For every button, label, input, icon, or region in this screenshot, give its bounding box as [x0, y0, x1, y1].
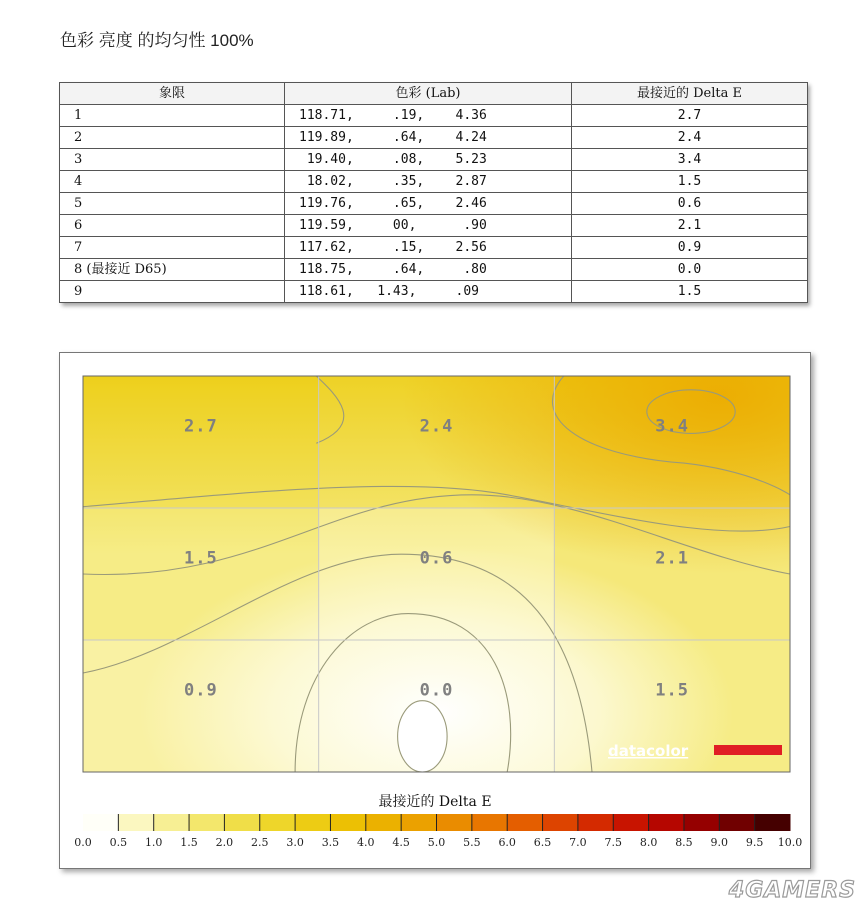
colorbar-swatch [154, 814, 190, 831]
table-header-row [60, 83, 808, 105]
cell-lab: 117.62, .15, 2.56 [285, 237, 572, 259]
cell-lab: 119.59, 00, .90 [285, 215, 572, 237]
colorbar-title: 最接近的 Delta E [378, 794, 492, 810]
page-title: 色彩 亮度 的均匀性 100% [60, 31, 254, 50]
cell-value-label: 0.9 [183, 680, 218, 701]
cell-quadrant: 6 [60, 215, 285, 237]
colorbar-tick-label: 0.0 [74, 836, 92, 849]
colorbar-tick-label: 4.5 [392, 836, 410, 849]
cell-lab: 118.75, .64, .80 [285, 259, 572, 281]
colorbar-tick-label: 9.0 [710, 836, 729, 849]
colorbar-swatch [118, 814, 154, 831]
datacolor-logo-bar [714, 745, 782, 755]
colorbar-swatch [330, 814, 366, 831]
colorbar-swatch [401, 814, 437, 831]
watermark-logo: 4GAMERS [728, 878, 856, 903]
cell-quadrant: 8 (最接近 D65) [60, 259, 285, 281]
cell-quadrant: 9 [60, 281, 285, 303]
cell-delta-e: 0.6 [572, 193, 808, 215]
cell-value-label: 0.0 [419, 680, 454, 701]
colorbar-swatch [260, 814, 296, 831]
cell-delta-e: 0.0 [572, 259, 808, 281]
colorbar-tick-label: 6.5 [533, 836, 552, 849]
cell-value-label: 1.5 [655, 680, 690, 701]
table-row [60, 105, 808, 127]
colorbar-tick-label: 8.0 [639, 836, 658, 849]
colorbar-swatch [472, 814, 508, 831]
cell-value-label: 0.6 [419, 548, 454, 569]
colorbar-tick-label: 2.0 [215, 836, 234, 849]
cell-lab: 118.61, 1.43, .09 [285, 281, 572, 303]
uniformity-chart-frame [59, 352, 811, 869]
colorbar-swatch [366, 814, 402, 831]
table-row [60, 149, 808, 171]
colorbar-tick-label: 10.0 [777, 836, 803, 849]
table-row [60, 127, 808, 149]
table-row [60, 281, 808, 303]
uniformity-heatmap-chart [60, 353, 810, 868]
cell-delta-e: 2.7 [572, 105, 808, 127]
colorbar-swatch [83, 814, 119, 831]
header-quadrant: 象限 [60, 83, 285, 105]
colorbar-swatch [719, 814, 755, 831]
colorbar-tick-label: 7.0 [569, 836, 587, 849]
colorbar-swatch [613, 814, 649, 831]
table-row [60, 193, 808, 215]
cell-quadrant: 5 [60, 193, 285, 215]
cell-lab: 19.40, .08, 5.23 [285, 149, 572, 171]
cell-delta-e: 3.4 [572, 149, 808, 171]
colorbar-swatch [295, 814, 331, 831]
cell-quadrant: 4 [60, 171, 285, 193]
table-row [60, 237, 808, 259]
colorbar-swatch [649, 814, 685, 831]
colorbar-swatch [578, 814, 614, 831]
colorbar-tick-label: 4.0 [357, 836, 375, 849]
cell-quadrant: 7 [60, 237, 285, 259]
delta-e-table-container [59, 82, 807, 303]
datacolor-logo: datacolor [608, 742, 689, 760]
colorbar-tick-label: 3.0 [286, 836, 304, 849]
table-row [60, 215, 808, 237]
cell-delta-e: 2.1 [572, 215, 808, 237]
colorbar-swatch [684, 814, 720, 831]
cell-value-label: 2.7 [183, 416, 218, 437]
table-row [60, 259, 808, 281]
cell-quadrant: 1 [60, 105, 285, 127]
cell-quadrant: 2 [60, 127, 285, 149]
colorbar-tick-label: 8.5 [675, 836, 693, 849]
cell-delta-e: 2.4 [572, 127, 808, 149]
cell-lab: 118.71, .19, 4.36 [285, 105, 572, 127]
delta-e-table [59, 82, 808, 303]
heatmap-plot-area [83, 376, 790, 772]
cell-value-label: 3.4 [655, 416, 690, 437]
header-delta-e: 最接近的 Delta E [572, 83, 808, 105]
colorbar-tick-label: 7.5 [604, 836, 622, 849]
colorbar-swatch [507, 814, 543, 831]
cell-quadrant: 3 [60, 149, 285, 171]
colorbar-swatch [437, 814, 473, 831]
colorbar-swatch [543, 814, 579, 831]
table-row [60, 171, 808, 193]
colorbar-swatch [224, 814, 260, 831]
cell-lab: 18.02, .35, 2.87 [285, 171, 572, 193]
cell-delta-e: 0.9 [572, 237, 808, 259]
cell-delta-e: 1.5 [572, 171, 808, 193]
colorbar-tick-label: 0.5 [109, 836, 128, 849]
contour-line [398, 701, 447, 772]
cell-value-label: 2.1 [655, 548, 690, 569]
cell-lab: 119.89, .64, 4.24 [285, 127, 572, 149]
colorbar-tick-label: 2.5 [251, 836, 269, 849]
colorbar-tick-label: 1.5 [180, 836, 198, 849]
cell-lab: 119.76, .65, 2.46 [285, 193, 572, 215]
cell-value-label: 1.5 [183, 548, 218, 569]
colorbar-tick-label: 1.0 [144, 836, 163, 849]
colorbar-swatch [755, 814, 791, 831]
cell-value-label: 2.4 [419, 416, 454, 437]
colorbar-tick-label: 9.5 [745, 836, 764, 849]
colorbar-tick-label: 5.5 [463, 836, 481, 849]
cell-delta-e: 1.5 [572, 281, 808, 303]
colorbar-tick-label: 3.5 [321, 836, 340, 849]
header-color-lab: 色彩 (Lab) [285, 83, 572, 105]
colorbar-tick-label: 5.0 [427, 836, 446, 849]
colorbar-swatch [189, 814, 225, 831]
colorbar-tick-label: 6.0 [498, 836, 516, 849]
